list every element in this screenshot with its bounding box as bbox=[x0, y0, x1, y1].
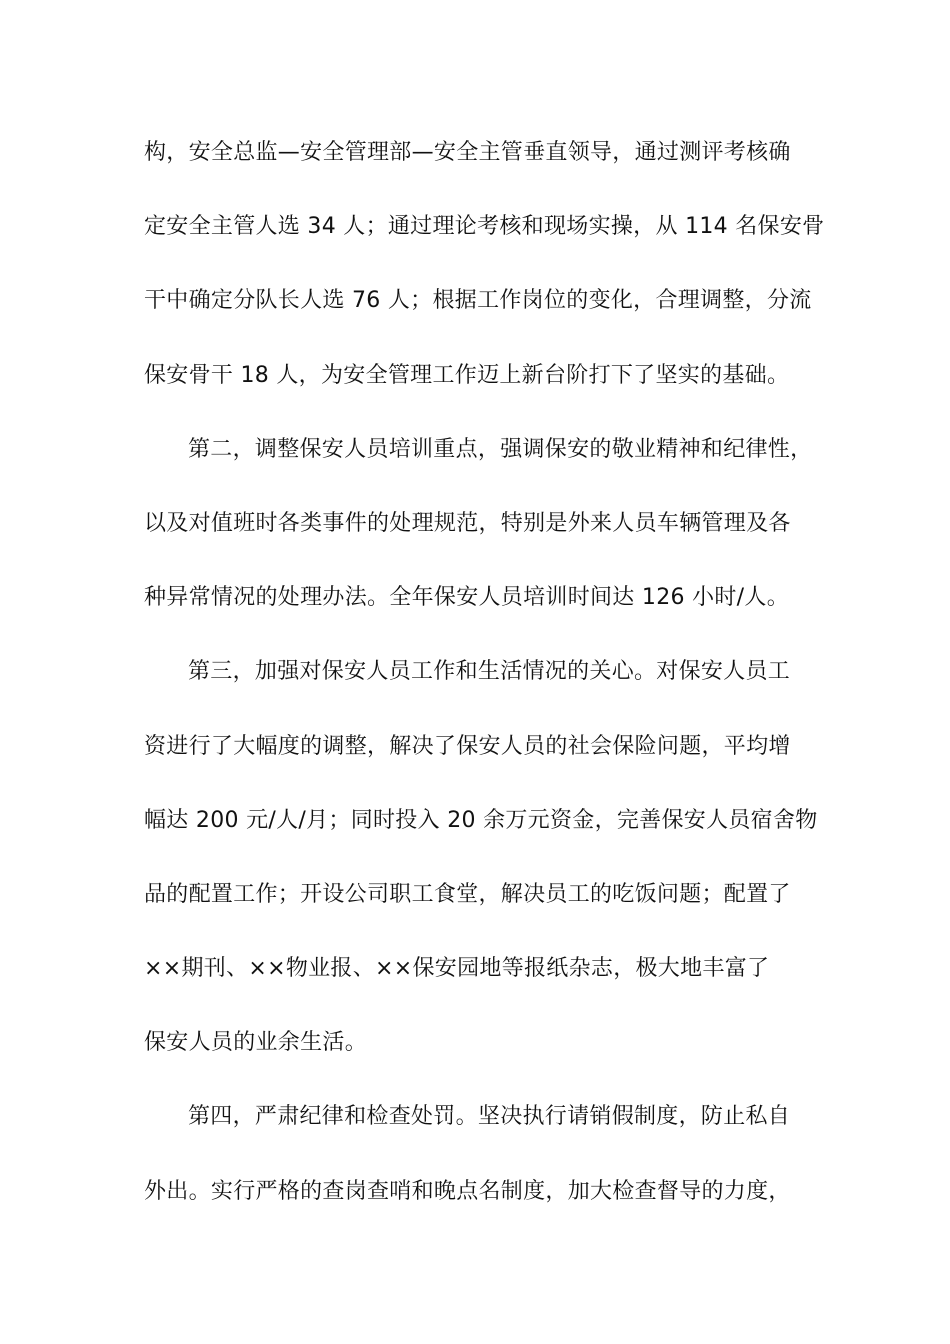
text-line-1: 构，安全总监—安全管理部—安全主管垂直领导，通过测评考核确 bbox=[144, 140, 791, 165]
text-line-12: ××期刊、××物业报、××保安园地等报纸杂志，极大地丰富了 bbox=[144, 956, 770, 982]
text-line-4: 保安骨干 18 人，为安全管理工作迈上新台阶打下了坚实的基础。 bbox=[144, 362, 790, 388]
text-line-13: 保安人员的业余生活。 bbox=[144, 1030, 368, 1056]
paragraph-3-start: 第三，加强对保安人员工作和生活情况的关心。对保安人员工 bbox=[188, 659, 791, 685]
text-line-2: 定安全主管人选 34 人；通过理论考核和现场实操，从 114 名保安骨 bbox=[144, 214, 825, 240]
text-line-15: 外出。实行严格的查岗查哨和晚点名制度，加大检查督导的力度， bbox=[144, 1178, 791, 1204]
text-line-7: 种异常情况的处理办法。全年保安人员培训时间达 126 小时/人。 bbox=[144, 585, 789, 611]
document-body bbox=[144, 125, 825, 1238]
text-line-6: 以及对值班时各类事件的处理规范，特别是外来人员车辆管理及各 bbox=[144, 510, 791, 536]
text-line-9: 资进行了大幅度的调整，解决了保安人员的社会保险问题，平均增 bbox=[144, 733, 791, 759]
paragraph-2-start: 第二，调整保安人员培训重点，强调保安的敬业精神和纪律性， bbox=[188, 436, 813, 462]
paragraph-4-start: 第四，严肃纪律和检查处罚。坚决执行请销假制度，防止私自 bbox=[188, 1104, 791, 1130]
text-line-11: 品的配置工作；开设公司职工食堂，解决员工的吃饭问题；配置了 bbox=[144, 881, 791, 907]
text-line-3: 干中确定分队长人选 76 人；根据工作岗位的变化，合理调整，分流 bbox=[144, 288, 812, 314]
text-line-10: 幅达 200 元/人/月；同时投入 20 余万元资金，完善保安人员宿舍物 bbox=[144, 807, 818, 833]
